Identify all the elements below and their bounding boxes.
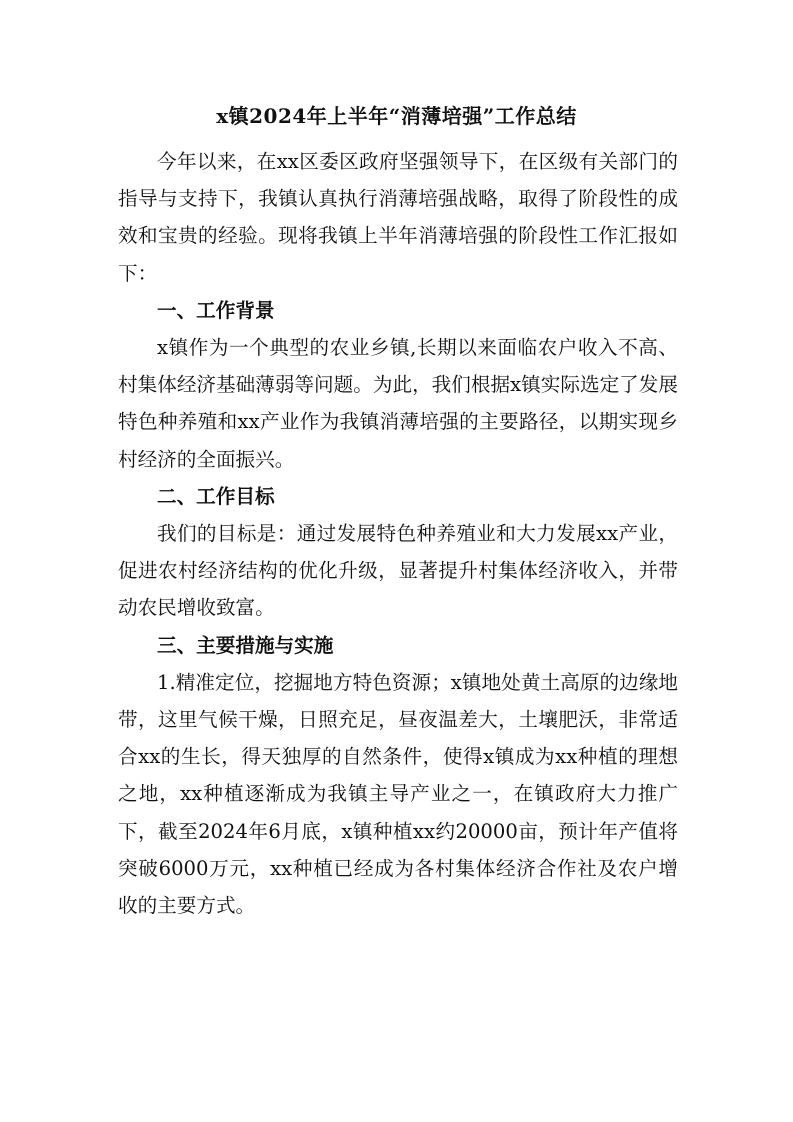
document-title: x镇2024年上半年“消薄培强”工作总结 xyxy=(216,104,577,128)
intro-paragraph: 今年以来，在xx区委区政府坚强领导下，在区级有关部门的指导与支持下，我镇认真执行消薄培强战略，取得了阶段性的成效和宝贵的经验。现将我镇上半年消薄培强的阶段性工作汇报如下： xyxy=(118,150,678,285)
section-heading-goals: 二、工作目标 xyxy=(157,484,275,508)
document-body xyxy=(118,143,678,924)
section-heading-measures: 三、主要措施与实施 xyxy=(157,633,334,657)
section-heading-background: 一、工作背景 xyxy=(157,298,275,322)
section-measures-item-1: 1.精准定位，挖掘地方特色资源；x镇地处黄土高原的边缘地带，这里气候干燥，日照充足，昼夜温差大，土壤肥沃，非常适合xx的生长，得天独厚的自然条件，使得x镇成为xx种植的理想之地，xx种植逐渐成为我镇主导产业之一，在镇政府大力推广下，截至2024年6月底，x镇种植xx约20000亩，预计年产值将突破6000万元，xx种植已经成为各村集体经济合作社及农户增收的主要方式。 xyxy=(118,670,678,918)
section-background-paragraph: x镇作为一个典型的农业乡镇,长期以来面临农户收入不高、村集体经济基础薄弱等问题。为此，我们根据x镇实际选定了发展特色种养殖和xx产业作为我镇消薄培强的主要路径，以期实现乡村经济的全面振兴。 xyxy=(118,336,678,471)
section-goals-paragraph: 我们的目标是：通过发展特色种养殖业和大力发展xx产业，促进农村经济结构的优化升级，显著提升村集体经济收入，并带动农民增收致富。 xyxy=(118,522,678,620)
